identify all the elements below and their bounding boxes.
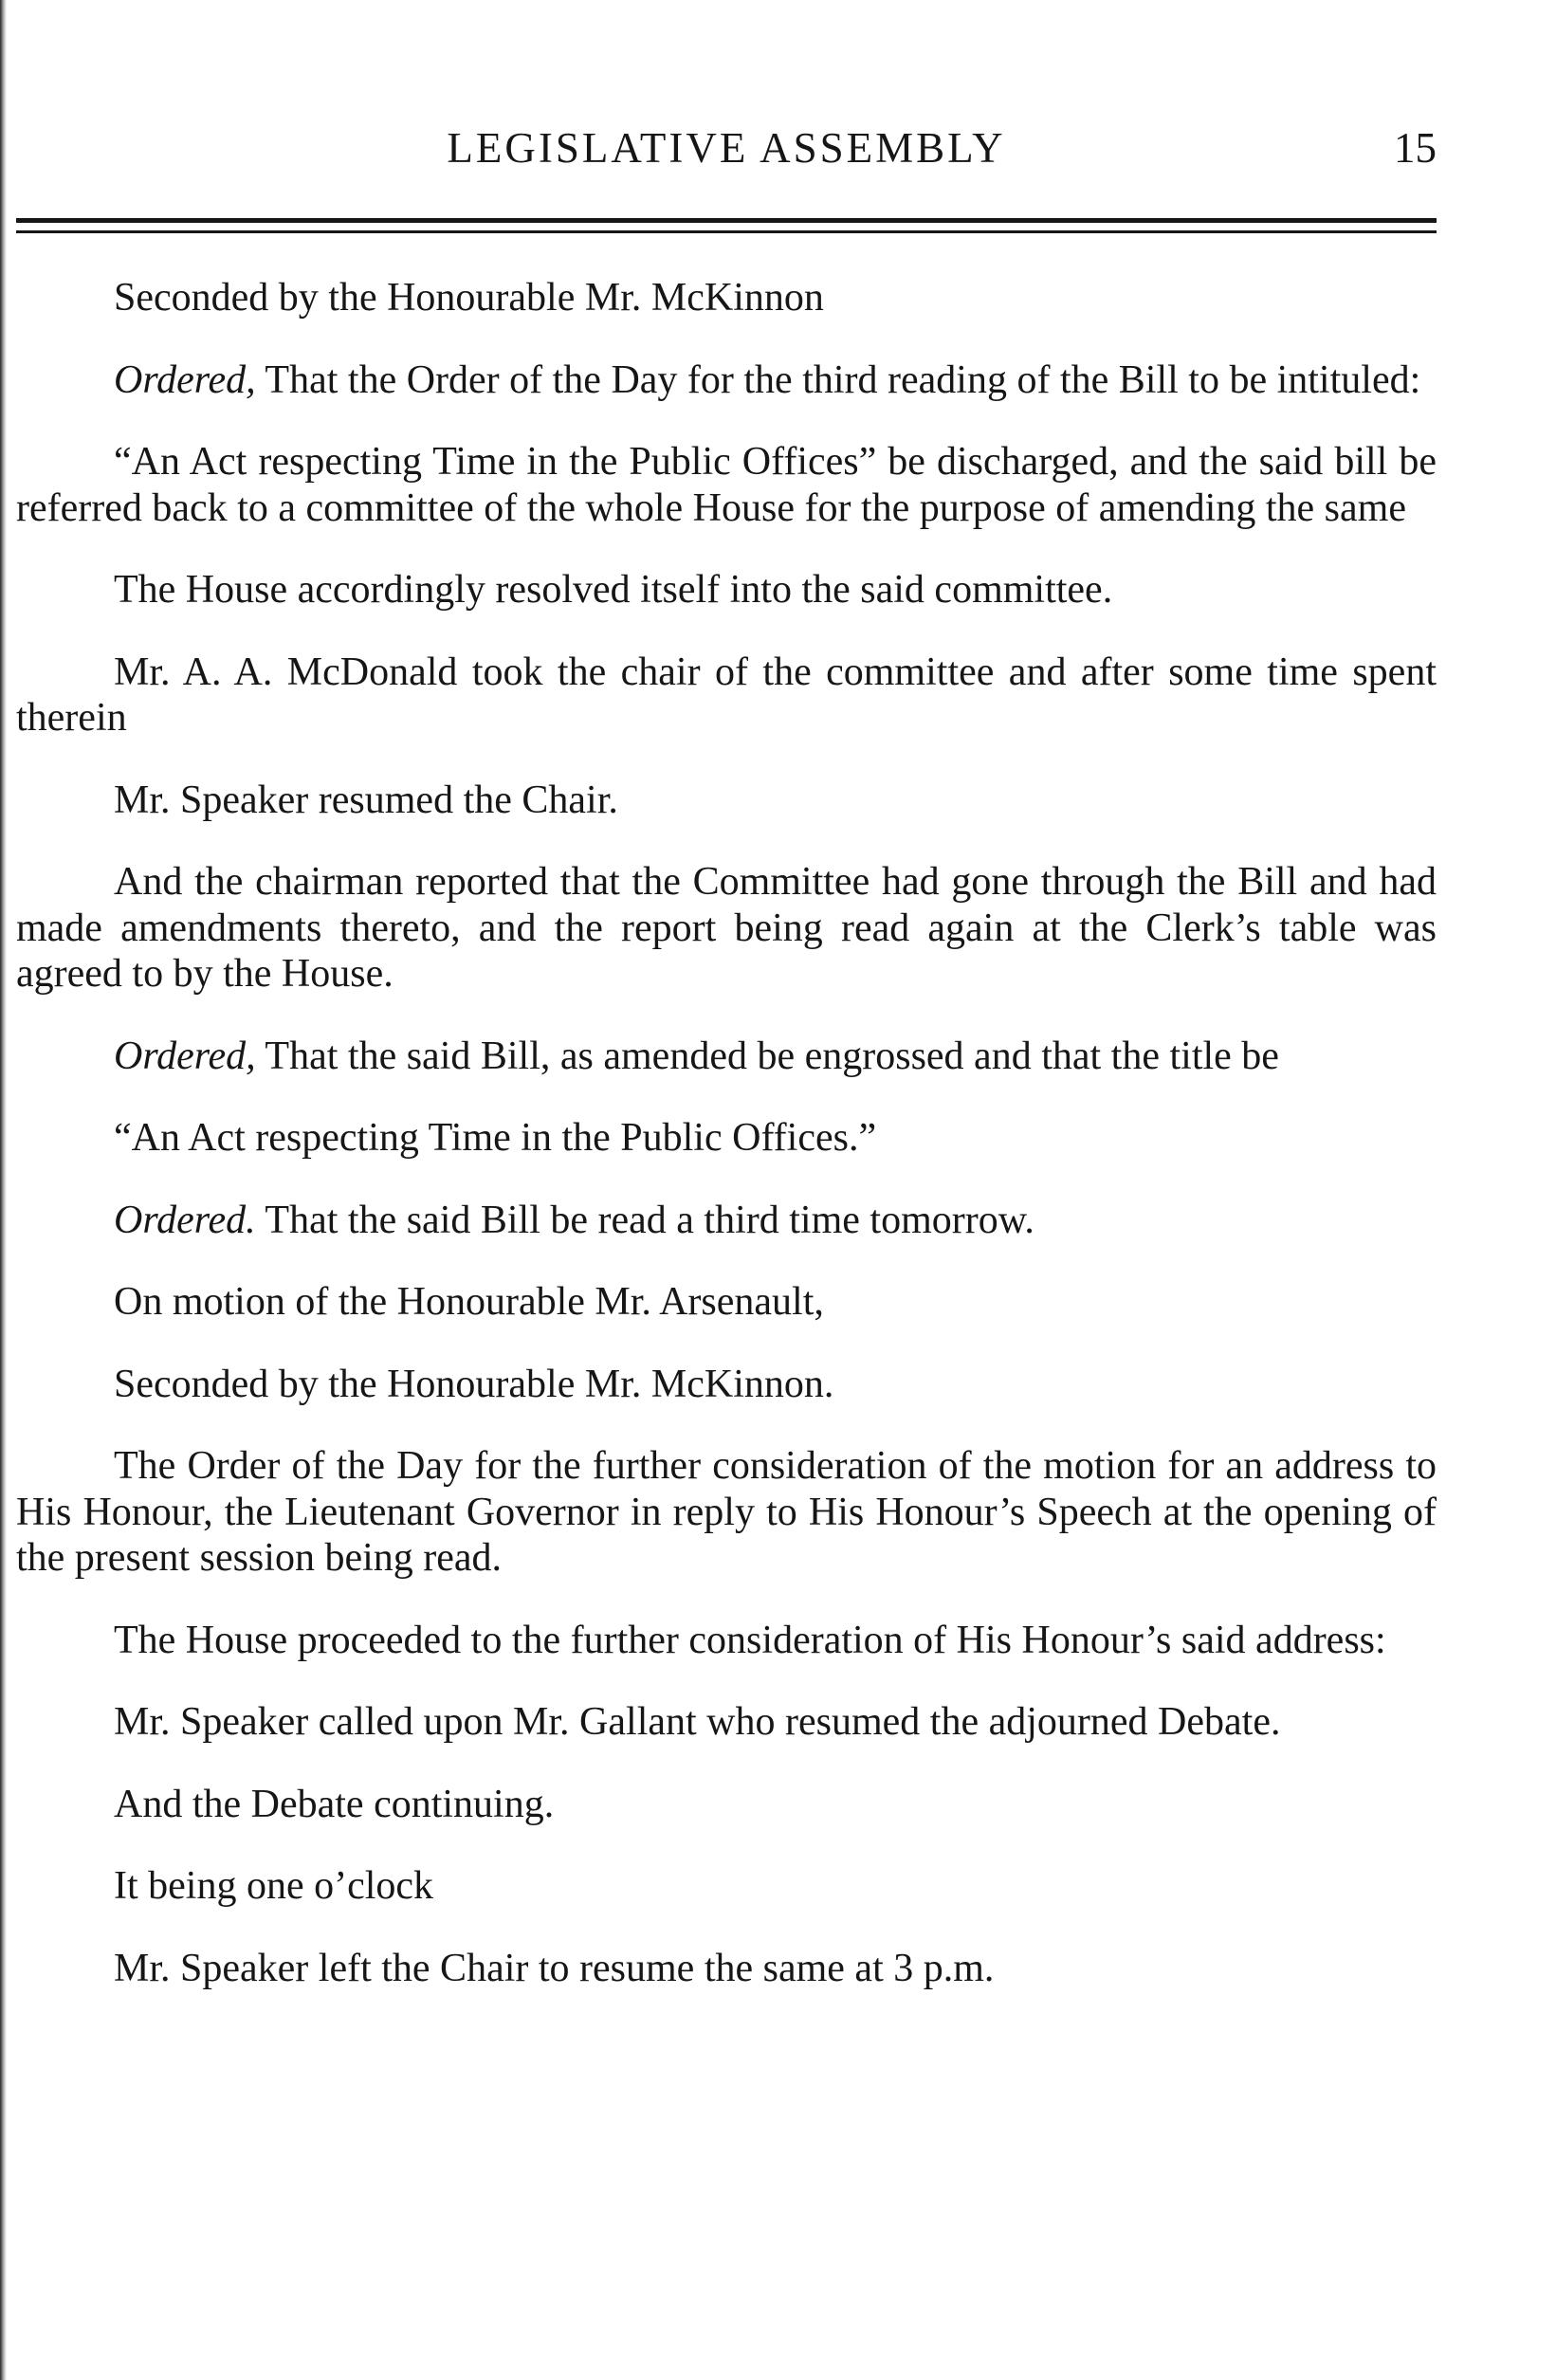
paragraph: And the chairman reported that the Committee had gone through the Bill and had made amendments thereto, and the report being read again at the Clerk’s table was agreed to by the House. (16, 860, 1437, 996)
paragraph: Ordered, That the said Bill, as amended be engrossed and that the title be (114, 1034, 1279, 1078)
paragraph: “An Act respecting Time in the Public Offices.” (114, 1116, 877, 1160)
paragraph: Mr. Speaker called upon Mr. Gallant who resumed the adjourned Debate. (114, 1700, 1281, 1744)
paragraph: The Order of the Day for the further consideration of the motion for an address to His Honour, the Lieutenant Governor in reply to His Honour’s Speech at the opening of the present session being read. (16, 1444, 1437, 1580)
header-title: LEGISLATIVE ASSEMBLY (447, 124, 1006, 172)
journal-body (16, 275, 1437, 2027)
paragraph: The House proceeded to the further consideration of His Honour’s said address: (114, 1618, 1386, 1662)
ordered-lead: Ordered, (114, 1034, 256, 1078)
header-rule-thick (16, 218, 1437, 223)
page-scan-edge (0, 0, 7, 2380)
page-number: 15 (1394, 124, 1437, 172)
ordered-lead: Ordered, (114, 357, 256, 402)
paragraph: The House accordingly resolved itself into the said committee. (114, 568, 1113, 612)
paragraph: Ordered, That the Order of the Day for the third reading of the Bill to be intituled: (114, 357, 1421, 402)
paragraph: Ordered. That the said Bill be read a third time tomorrow. (114, 1198, 1034, 1242)
paragraph: “An Act respecting Time in the Public Offices” be discharged, and the said bill be referred back to a committee of the whole House for the purpose of amending the same (16, 440, 1437, 530)
paragraph: And the Debate continuing. (114, 1782, 555, 1826)
paragraph: Mr. Speaker left the Chair to resume the same at 3 p.m. (114, 1946, 995, 1990)
paragraph: Mr. Speaker resumed the Chair. (114, 778, 618, 822)
running-header (16, 123, 1437, 190)
paragraph: Seconded by the Honourable Mr. McKinnon. (114, 1362, 834, 1406)
paragraph: It being one o’clock (114, 1864, 434, 1908)
paragraph: Seconded by the Honourable Mr. McKinnon (114, 276, 824, 320)
paragraph: On motion of the Honourable Mr. Arsenault, (114, 1280, 824, 1324)
paragraph: Mr. A. A. McDonald took the chair of the committee and after some time spent therein (16, 650, 1437, 740)
header-rule-thin (16, 230, 1437, 233)
ordered-lead: Ordered. (114, 1198, 256, 1242)
